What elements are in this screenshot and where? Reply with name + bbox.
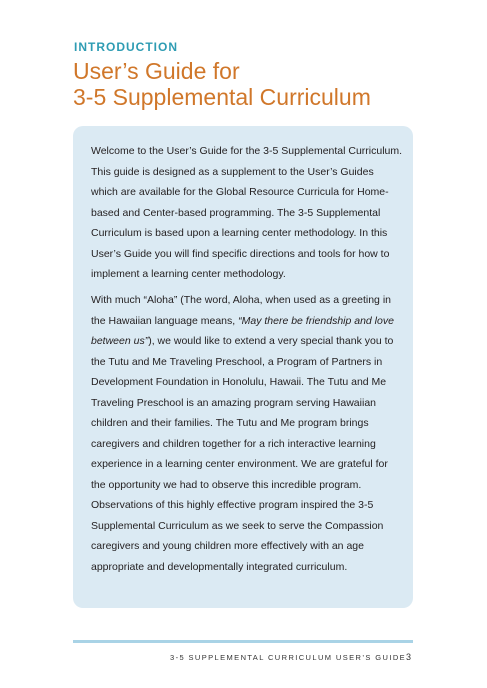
footer-divider bbox=[73, 640, 413, 643]
aloha-paragraph-start: With much “Aloha” (The word, Aloha, when used as a greeting in the Hawaiian language means, bbox=[91, 294, 391, 327]
section-label: INTRODUCTION bbox=[74, 40, 178, 54]
running-footer-title: 3-5 SUPPLEMENTAL CURRICULUM USER’S GUIDE bbox=[170, 653, 407, 662]
intro-paragraph: Welcome to the User’s Guide for the 3-5 Supplemental Curriculum. This guide is designed as a supplement to the User’s Guides which are available for the Global Resource Curricula for Home-based and Center-based programming. The 3-5 Supplemental Curriculum is based upon a learning center methodology. In this User’s Guide you will find specific directions and tools for how to implement a learning center methodology. bbox=[91, 145, 403, 280]
content-box bbox=[73, 126, 413, 608]
page-number: 3 bbox=[406, 652, 412, 662]
title-line-2: 3-5 Supplemental Curriculum bbox=[73, 84, 371, 110]
aloha-paragraph-end: ), we would like to extend a very special thank you to the Tutu and Me Traveling Preschool, a Program of Partners in Development Foundation in Honolulu, Hawaii. The Tutu and Me Traveling Preschool is an amazing program serving Hawaiian children and their families. The Tutu and Me program brings caregivers and children together for a rich interactive learning experience in a learning center environment. We are grateful for the opportunity we had to observe this incredible program. Observations of this highly effective program inspired the 3-5 Supplemental Curriculum as we seek to serve the Compassion caregivers and young children more effectively with an age appropriate and developmentally integrated curriculum. bbox=[91, 335, 394, 573]
aloha-paragraph bbox=[91, 290, 403, 577]
aloha-quote: “May there be friendship and love between us” bbox=[91, 314, 394, 347]
page-title bbox=[73, 58, 371, 110]
title-line-1: User’s Guide for bbox=[73, 58, 240, 84]
